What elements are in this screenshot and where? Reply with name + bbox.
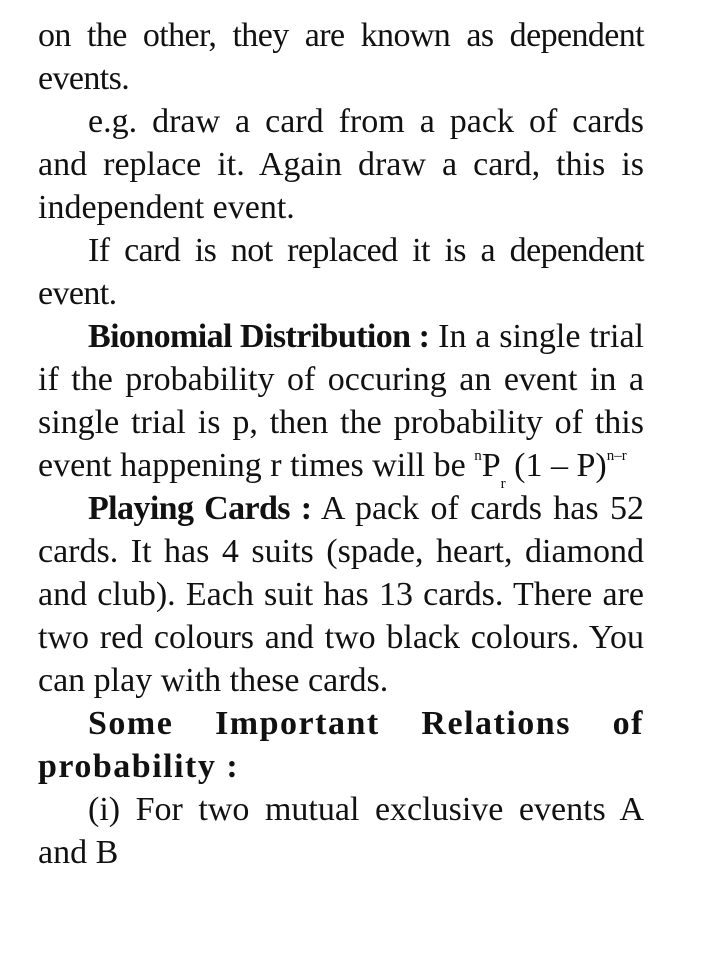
playing-cards-heading: Playing Cards :	[88, 490, 312, 527]
paragraph-playing-cards	[38, 487, 644, 702]
paragraph-item-1: (i) For two mutual exclusive events A and B	[38, 791, 644, 871]
formula-middle: (1 – P)	[505, 447, 607, 484]
relations-heading: Some Important Relations of probability :	[38, 705, 644, 785]
formula-base: P	[481, 447, 501, 484]
document-page	[38, 14, 644, 874]
paragraph-dependent-example: If card is not replaced it is a dependent event.	[38, 232, 644, 312]
paragraph-binomial	[38, 315, 644, 492]
binomial-heading: Bionomial Distribution :	[88, 318, 430, 355]
formula-pre-superscript: n	[474, 448, 482, 464]
formula-post-superscript: n–r	[606, 448, 627, 464]
paragraph-example-independent: e.g. draw a card from a pack of cards and replace it. Again draw a card, this is independent event.	[38, 103, 644, 226]
binomial-text: In a single trial if the probability of occuring an event in a single trial is p, then the probability of this event happening r times will be	[38, 318, 644, 484]
paragraph-dependent-events: on the other, they are known as dependent events.	[38, 17, 644, 97]
binomial-formula	[474, 447, 627, 492]
playing-cards-text: A pack of cards has 52 cards. It has 4 suits (spade, heart, diamond and club). Each suit has 13 cards. There are two red colours and two black colours. You can play with these cards.	[38, 490, 644, 699]
formula-subscript: r	[500, 476, 506, 492]
